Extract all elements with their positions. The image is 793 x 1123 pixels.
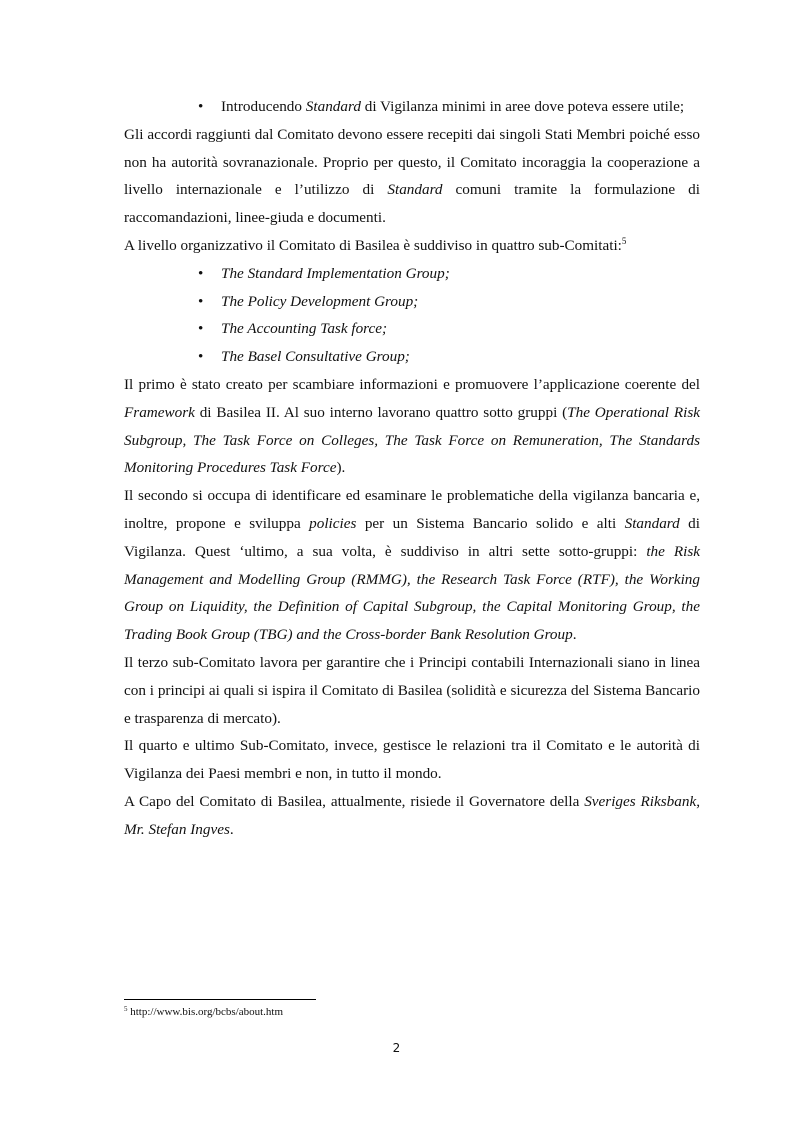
paragraph-chairman: A Capo del Comitato di Basilea, attualmente, risiede il Governatore della Sveriges Riksbank, Mr. Stefan Ingves. — [124, 792, 700, 838]
footnote-divider — [124, 999, 316, 1000]
paragraph-fourth-subcommittee: Il quarto e ultimo Sub-Comitato, invece, gestisce le relazioni tra il Comitato e le autorità di Vigilanza dei Paesi membri e non, in tutto il mondo. — [124, 737, 700, 783]
list-item: • The Standard Implementation Group; — [124, 260, 700, 288]
bullet-icon: • — [198, 348, 204, 366]
bullet-icon: • — [198, 320, 204, 338]
bullet-icon: • — [198, 264, 204, 282]
list-item: • The Policy Development Group; — [124, 288, 700, 316]
paragraph-organization: A livello organizzativo il Comitato di Basilea è suddiviso in quattro sub-Comitati:$^5$ — [124, 235, 627, 254]
list-item: • Introducendo Standard di Vigilanza minimi in aree dove poteva essere utile; — [124, 93, 700, 121]
intro-bullet-list — [124, 93, 700, 121]
footnote — [124, 1004, 283, 1020]
bullet-icon: • — [198, 292, 204, 310]
subcommittee-list — [124, 260, 700, 371]
paragraph-accords: Gli accordi raggiunti dal Comitato devono essere recepiti dai singoli Stati Membri poiché esso non ha autorità sovranazionale. Proprio per questo, il Comitato incoraggia la cooperazione a livello internazionale e l’utilizzo di Standard comuni tramite la formulazione di raccomandazioni, linee-giuda e documenti. — [124, 125, 700, 227]
paragraph-second-subcommittee: Il secondo si occupa di identificare ed esaminare le problematiche della vigilanza bancaria e, inoltre, propone e sviluppa policies per un Sistema Bancario solido e alti Standard di Vigilanza. Quest ‘ultimo, a sua volta, è suddiviso in altri sette sotto-gruppi: the Risk Management and Modelling Group (RMMG), the Research Task Force (RTF), the Working Group on Liquidity, the Definition of Capital Subgroup, the Capital Monitoring Group, the Trading Book Group (TBG) and the Cross-border Bank Resolution Group. — [124, 487, 700, 644]
footnote-reference: 5 — [621, 235, 627, 246]
list-item: • The Basel Consultative Group; — [124, 343, 700, 371]
paragraph-third-subcommittee: Il terzo sub-Comitato lavora per garantire che i Principi contabili Internazionali siano in linea con i principi ai quali si ispira il Comitato di Basilea (solidità e sicurezza del Sistema Bancario e trasparenza di mercato). — [124, 653, 700, 727]
bullet-icon: • — [198, 98, 204, 115]
footnote-number: 5 — [124, 1005, 128, 1013]
list-item: • The Accounting Task force; — [124, 315, 700, 343]
footnote-link[interactable]: http://www.bis.org/bcbs/about.htm — [130, 1006, 284, 1018]
page-number: 2 — [392, 1041, 401, 1055]
page-body — [124, 93, 700, 844]
paragraph-first-subcommittee: Il primo è stato creato per scambiare informazioni e promuovere l’applicazione coerente del Framework di Basilea II. Al suo interno lavorano quattro sotto gruppi (The Operational Risk Subgroup, The Task Force on Colleges, The Task Force on Remuneration, The Standards Monitoring Procedures Task Force). — [124, 375, 700, 477]
